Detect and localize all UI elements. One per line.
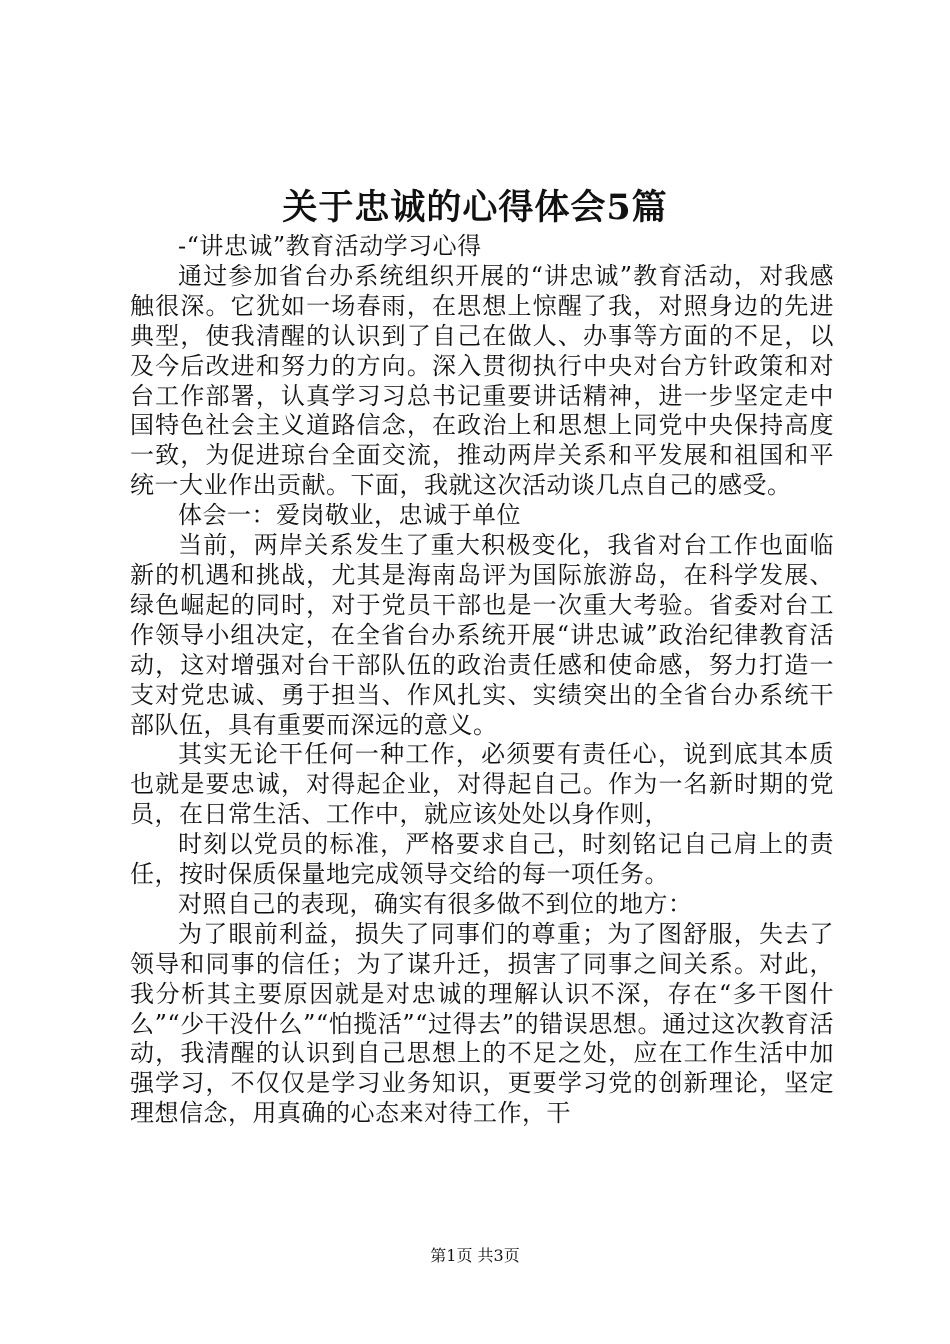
document-body [130,232,834,1129]
paragraph-2: 当前，两岸关系发生了重大积极变化，我省对台工作也面临新的机遇和挑战，尤其是海南岛评为国际旅游岛，在科学发展、绿色崛起的同时，对于党员干部也是一次重大考验。省委对台工作领导小组决定，在全省台办系统开展“讲忠诚”政治纪律教育活动，这对增强对台干部队伍的政治责任感和使命感，努力打造一支对党忠诚、勇于担当、作风扎实、实绩突出的全省台办系统干部队伍，具有重要而深远的意义。 [130,531,834,739]
section-heading-1: 体会一：爱岗敬业，忠诚于单位 [178,501,521,530]
document-title: 关于忠诚的心得体会5篇 [282,187,668,228]
page-footer: 第1页 共3页 [430,1246,520,1265]
paragraph-intro: 通过参加省台办系统组织开展的“讲忠诚”教育活动，对我感触很深。它犹如一场春雨，在思想上惊醒了我，对照身边的先进典型，使我清醒的认识到了自己在做人、办事等方面的不足，以及今后改进和努力的方向。深入贯彻执行中央对台方针政策和对台工作部署，认真学习习总书记重要讲话精神，进一步坚定走中国特色社会主义道路信念，在政治上和思想上同党中央保持高度一致，为促进琼台全面交流，推动两岸关系和平发展和祖国和平统一大业作出贡献。下面，我就这次活动谈几点自己的感受。 [130,261,834,500]
document-subtitle: -“讲忠诚”教育活动学习心得 [178,232,482,260]
paragraph-6: 为了眼前利益，损失了同事们的尊重；为了图舒服，失去了领导和同事的信任；为了谋升迁，损害了同事之间关系。对此，我分析其主要原因就是对忠诚的理解认识不深，存在“多干图什么”“少干没什么”“怕揽活”“过得去”的错误思想。通过这次教育活动，我清醒的认识到自己思想上的不足之处，应在工作生活中加强学习，不仅仅是学习业务知识，更要学习党的创新理论，坚定理想信念，用真确的心态来对待工作，干 [130,919,834,1128]
paragraph-4: 时刻以党员的标准，严格要求自己，时刻铭记自己肩上的责任，按时保质保量地完成领导交给的每一项任务。 [130,830,834,889]
paragraph-3: 其实无论干任何一种工作，必须要有责任心，说到底其本质也就是要忠诚，对得起企业，对得起自己。作为一名新时期的党员，在日常生活、工作中，就应该处处以身作则， [130,740,834,829]
paragraph-5: 对照自己的表现，确实有很多做不到位的地方： [178,889,693,918]
